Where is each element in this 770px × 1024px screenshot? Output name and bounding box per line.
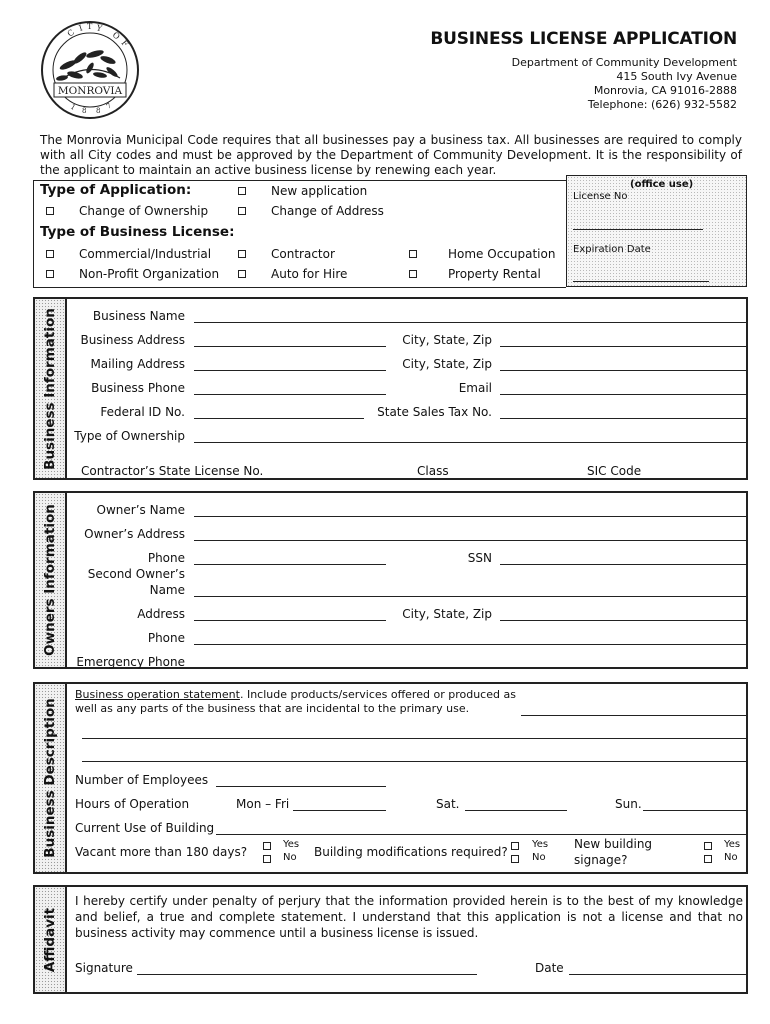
- contractor-license-label: Contractor’s State License No.: [81, 464, 264, 478]
- expiration-date-label: Expiration Date: [573, 244, 651, 255]
- change-ownership-label: Change of Ownership: [79, 204, 209, 218]
- checkbox-home-occupation[interactable]: [409, 250, 417, 258]
- second-owner-label-2: Name: [149, 583, 185, 597]
- email-field[interactable]: [500, 394, 746, 395]
- signage-label-1: New building: [574, 837, 653, 851]
- street-address: 415 South Ivy Avenue: [616, 70, 737, 83]
- business-info-title: Business Information: [42, 307, 58, 470]
- statement-line-1[interactable]: [521, 715, 746, 716]
- mon-fri-field[interactable]: [293, 810, 386, 811]
- application-type-heading: Type of Application:: [40, 182, 192, 198]
- email-label: Email: [458, 381, 492, 395]
- mailing-city-label: City, State, Zip: [402, 357, 492, 371]
- second-owner-phone-label: Phone: [147, 631, 185, 645]
- signage-label-2: signage?: [574, 853, 628, 867]
- current-use-field[interactable]: [216, 834, 746, 835]
- checkbox-contractor[interactable]: [238, 250, 246, 258]
- checkbox-signage-no[interactable]: [704, 855, 712, 863]
- modifications-yes-label: Yes: [532, 839, 549, 850]
- svg-text:I: I: [77, 23, 84, 33]
- checkbox-modifications-yes[interactable]: [511, 842, 519, 850]
- commercial-label: Commercial/Industrial: [79, 247, 212, 261]
- business-address-field[interactable]: [194, 346, 386, 347]
- sic-code-label: SIC Code: [587, 464, 642, 478]
- business-desc-sidebar: [35, 684, 67, 872]
- checkbox-new-application[interactable]: [238, 187, 246, 195]
- seal-graphic: [40, 20, 140, 120]
- sat-field[interactable]: [465, 810, 567, 811]
- mailing-address-field[interactable]: [194, 370, 386, 371]
- business-info-sidebar: [35, 299, 67, 478]
- affidavit-text: I hereby certify under penalty of perjury that the information provided herein is to the best of my knowledge and belief, a true and complete statement. I understand that this application is not a license and that no business activity may commence until a business license is issued.: [75, 894, 743, 940]
- business-phone-field[interactable]: [194, 394, 386, 395]
- mon-fri-label: Mon – Fri: [236, 797, 290, 811]
- owner-phone-field[interactable]: [194, 564, 386, 565]
- owners-name-label: Owner’s Name: [96, 503, 185, 517]
- svg-text:MONROVIA: MONROVIA: [57, 85, 123, 97]
- hours-of-operation-label: Hours of Operation: [75, 797, 190, 811]
- checkbox-vacant-yes[interactable]: [263, 842, 271, 850]
- expiration-date-line[interactable]: [573, 281, 709, 282]
- city-seal: [40, 20, 140, 120]
- second-owner-address-field[interactable]: [194, 620, 386, 621]
- owners-information-section: [33, 491, 748, 669]
- nonprofit-label: Non-Profit Organization: [79, 267, 220, 281]
- operation-statement-line2: well as any parts of the business that are incidental to the primary use.: [75, 702, 470, 715]
- federal-id-field[interactable]: [194, 418, 364, 419]
- license-no-label: License No: [573, 191, 628, 202]
- vacant-no-label: No: [283, 852, 297, 863]
- second-owner-phone-field[interactable]: [194, 644, 746, 645]
- modifications-no-label: No: [532, 852, 546, 863]
- form-title: BUSINESS LICENSE APPLICATION: [430, 29, 737, 49]
- business-name-label: Business Name: [92, 309, 185, 323]
- office-use-box: [566, 175, 747, 287]
- business-city-label: City, State, Zip: [402, 333, 492, 347]
- sun-label: Sun.: [615, 797, 642, 811]
- license-no-line[interactable]: [573, 229, 703, 230]
- intro-text: The Monrovia Municipal Code requires that all businesses pay a business tax. All businesses are required to comply with all City codes and must be approved by the Department of Community Development. It is the responsibility of the applicant to maintain an active business license by renewing each year.: [40, 133, 742, 177]
- num-employees-label: Number of Employees: [75, 773, 209, 787]
- operation-statement-rest: . Include products/services offered or produced as: [239, 688, 516, 701]
- affidavit-section: [33, 885, 748, 994]
- business-address-label: Business Address: [80, 333, 185, 347]
- class-label: Class: [417, 464, 449, 478]
- second-owner-label-1: Second Owner’s: [87, 567, 185, 581]
- business-type-heading: Type of Business License:: [40, 224, 235, 240]
- state-sales-tax-label: State Sales Tax No.: [377, 405, 492, 419]
- checkbox-modifications-no[interactable]: [511, 855, 519, 863]
- svg-text:Y: Y: [95, 23, 103, 34]
- department-name: Department of Community Development: [511, 56, 737, 69]
- date-label: Date: [535, 961, 564, 975]
- svg-text:8: 8: [82, 107, 87, 115]
- checkbox-auto-for-hire[interactable]: [238, 270, 246, 278]
- checkbox-vacant-no[interactable]: [263, 855, 271, 863]
- signage-yes-label: Yes: [724, 839, 741, 850]
- vacant-label: Vacant more than 180 days?: [75, 845, 248, 859]
- svg-text:O: O: [110, 30, 122, 42]
- sat-label: Sat.: [436, 797, 460, 811]
- ssn-field[interactable]: [500, 564, 746, 565]
- federal-id-label: Federal ID No.: [100, 405, 185, 419]
- change-address-label: Change of Address: [271, 204, 384, 218]
- operation-statement-label: Business operation statement: [75, 688, 240, 701]
- owners-info-sidebar: [35, 493, 67, 667]
- business-city-field[interactable]: [500, 346, 746, 347]
- type-of-ownership-field[interactable]: [194, 442, 746, 443]
- business-information-section: [33, 297, 748, 480]
- business-desc-title: Business Description: [42, 698, 58, 858]
- svg-text:7: 7: [105, 101, 113, 111]
- second-owner-city-field[interactable]: [500, 620, 746, 621]
- svg-text:C: C: [65, 27, 77, 39]
- svg-text:8: 8: [96, 107, 101, 115]
- home-occupation-label: Home Occupation: [448, 247, 556, 261]
- emergency-phone-label: Emergency Phone: [76, 655, 185, 669]
- state-sales-tax-field[interactable]: [500, 418, 746, 419]
- property-rental-label: Property Rental: [448, 267, 541, 281]
- mailing-address-label: Mailing Address: [90, 357, 185, 371]
- office-use-heading: (office use): [630, 179, 694, 190]
- business-phone-label: Business Phone: [91, 381, 185, 395]
- city-address: Monrovia, CA 91016-2888: [593, 84, 737, 97]
- affidavit-title: Affidavit: [42, 907, 58, 972]
- date-field[interactable]: [569, 974, 746, 975]
- owners-info-title: Owners Information: [42, 504, 58, 656]
- statement-line-2[interactable]: [82, 738, 746, 739]
- signage-no-label: No: [724, 852, 738, 863]
- telephone: Telephone: (626) 932-5582: [587, 98, 737, 111]
- second-owner-address-label: Address: [137, 607, 185, 621]
- svg-text:F: F: [119, 38, 130, 49]
- svg-text:T: T: [87, 22, 93, 31]
- business-description-section: [33, 682, 748, 874]
- current-use-label: Current Use of Building: [75, 821, 215, 835]
- svg-text:1: 1: [69, 102, 77, 112]
- checkbox-property-rental[interactable]: [409, 270, 417, 278]
- checkbox-nonprofit[interactable]: [46, 270, 54, 278]
- checkbox-change-ownership[interactable]: [46, 207, 54, 215]
- new-application-label: New application: [271, 184, 368, 198]
- contractor-label: Contractor: [271, 247, 335, 261]
- checkbox-signage-yes[interactable]: [704, 842, 712, 850]
- checkbox-change-address[interactable]: [238, 207, 246, 215]
- owner-phone-label: Phone: [147, 551, 185, 565]
- sun-field[interactable]: [643, 810, 746, 811]
- statement-line-3[interactable]: [82, 761, 746, 762]
- ssn-label: SSN: [467, 551, 492, 565]
- owners-address-field[interactable]: [194, 540, 746, 541]
- second-owner-field[interactable]: [194, 596, 746, 597]
- num-employees-field[interactable]: [216, 786, 386, 787]
- type-of-ownership-label: Type of Ownership: [74, 429, 185, 443]
- affidavit-sidebar: [35, 887, 67, 992]
- signature-field[interactable]: [137, 974, 477, 975]
- business-name-field[interactable]: [194, 322, 746, 323]
- mailing-city-field[interactable]: [500, 370, 746, 371]
- second-owner-city-label: City, State, Zip: [402, 607, 492, 621]
- auto-for-hire-label: Auto for Hire: [271, 267, 348, 281]
- signature-label: Signature: [75, 961, 133, 975]
- owners-name-field[interactable]: [194, 516, 746, 517]
- operation-statement-line1: [75, 688, 516, 701]
- checkbox-commercial[interactable]: [46, 250, 54, 258]
- owners-address-label: Owner’s Address: [84, 527, 185, 541]
- modifications-label: Building modifications required?: [314, 845, 508, 859]
- vacant-yes-label: Yes: [283, 839, 300, 850]
